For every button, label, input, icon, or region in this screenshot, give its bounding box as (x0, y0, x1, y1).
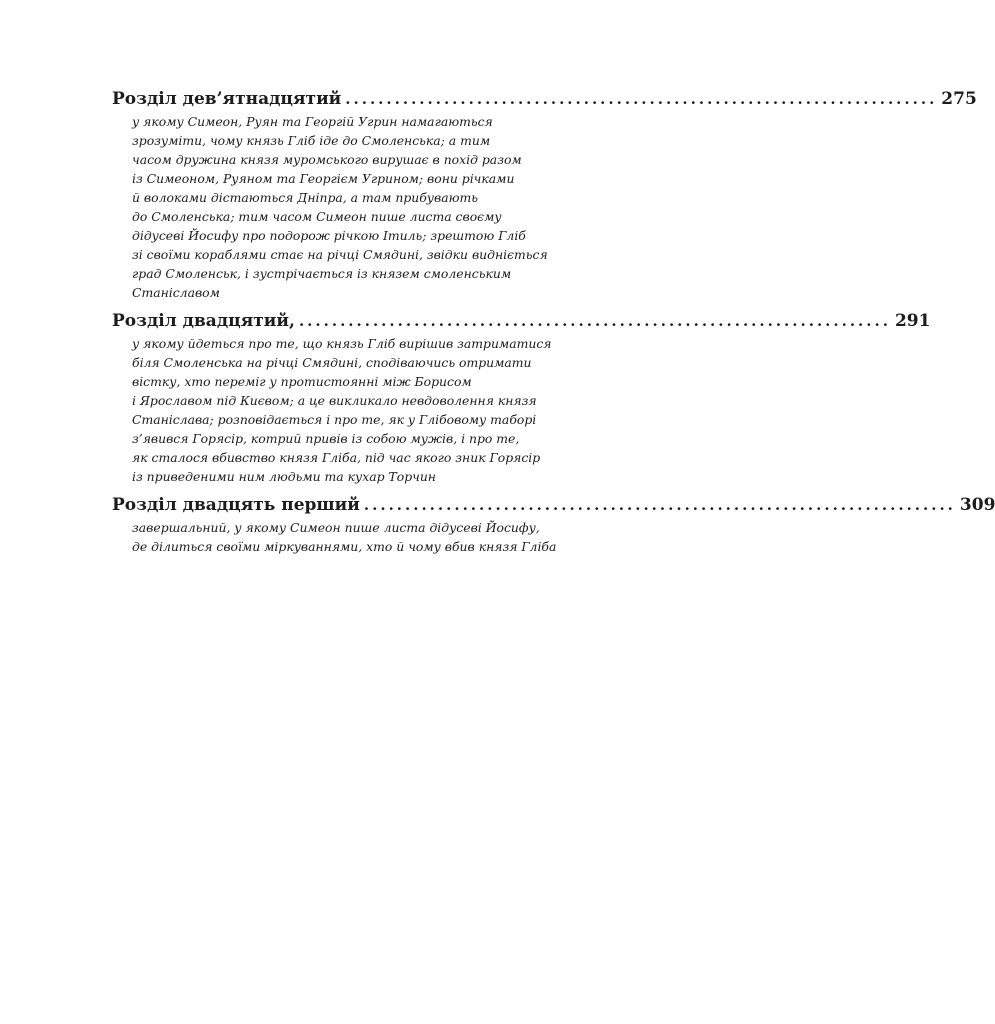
toc-entry-chapter-21 (112, 492, 995, 556)
page-number: 275 (941, 89, 977, 109)
chapter-title: Розділ двадцятий, (112, 311, 295, 331)
summary-line: біля Смоленська на річці Смядині, сподіваючись отримати (132, 355, 532, 370)
summary-line: вістку, хто переміг у протистоянні між Борисом (132, 374, 472, 389)
table-of-contents (112, 86, 995, 562)
chapter-summary (132, 112, 598, 302)
chapter-title: Розділ двадцять перший (112, 495, 360, 515)
summary-line: у якому йдеться про те, що князь Гліб вирішив затриматися (132, 336, 552, 351)
summary-line: й волоками дістаються Дніпра, а там прибувають (132, 190, 478, 205)
chapter-title: Розділ дев’ятнадцятий (112, 89, 342, 109)
summary-line: із Симеоном, Руяном та Георгієм Угрином; вони річками (132, 171, 515, 186)
summary-line: дідусеві Йосифу про подорож річкою Ітиль; зрештою Гліб (132, 228, 526, 243)
chapter-summary (132, 518, 598, 556)
toc-entry-heading (112, 308, 931, 334)
summary-line: у якому Симеон, Руян та Георгій Угрин намагаються (132, 114, 493, 129)
summary-line: до Смоленська; тим часом Симеон пише листа своєму (132, 209, 502, 224)
summary-line: Станіслава; розповідається і про те, як у Глібовому таборі (132, 412, 537, 427)
summary-line: де ділиться своїми міркуваннями, хто й чому вбив князя Гліба (132, 539, 557, 554)
dot-leader: ........................................................................ (345, 90, 938, 108)
summary-line: завершальний, у якому Симеон пише листа дідусеві Йосифу, (132, 520, 540, 535)
summary-line: і Ярославом під Києвом; а це викликало невдоволення князя (132, 393, 537, 408)
page-number: 291 (894, 311, 931, 331)
chapter-summary (132, 334, 598, 486)
toc-entry-heading (112, 492, 995, 518)
toc-entry-chapter-20 (112, 308, 931, 486)
toc-entry-chapter-19 (112, 86, 977, 302)
summary-line: часом дружина князя муромського вирушає в похід разом (132, 152, 522, 167)
summary-line: як сталося вбивство князя Гліба, під час якого зник Горясір (132, 450, 541, 465)
summary-line: зрозуміти, чому князь Гліб іде до Смоленська; а тим (132, 133, 491, 148)
page-number: 309 (959, 495, 995, 515)
summary-line: град Смоленськ, і зустрічається із князем смоленським (132, 266, 512, 281)
summary-line: Станіславом (132, 285, 220, 300)
dot-leader: ........................................................................ (363, 496, 956, 514)
summary-line: із приведеними ним людьми та кухар Торчин (132, 469, 436, 484)
toc-entry-heading (112, 86, 977, 112)
dot-leader: ........................................................................ (298, 312, 891, 330)
summary-line: з’явився Горясір, котрий привів із собою мужів, і про те, (132, 431, 520, 446)
summary-line: зі своїми кораблями стає на річці Смядині, звідки видніється (132, 247, 548, 262)
